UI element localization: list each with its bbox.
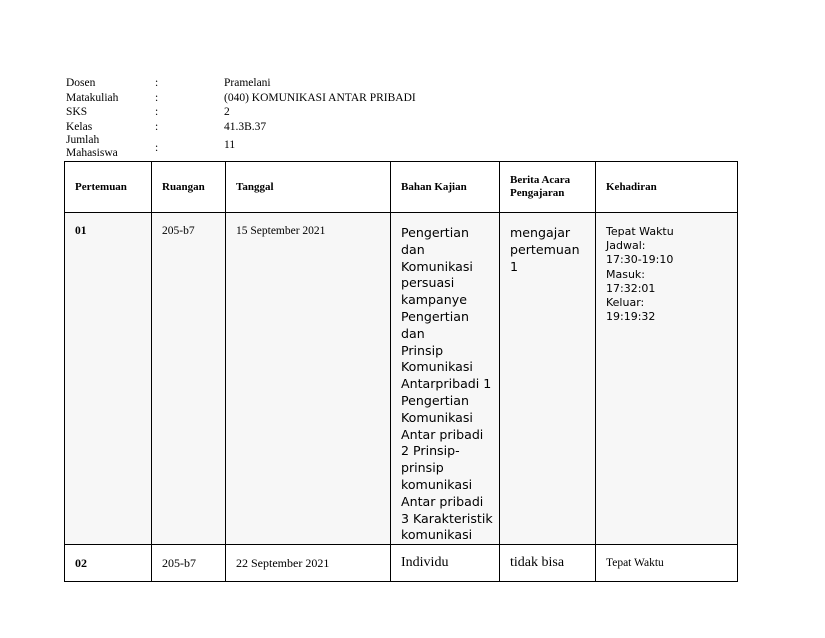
cell-berita-acara: tidak bisa [500, 545, 596, 582]
info-separator: : [155, 77, 159, 89]
info-value-dosen: Pramelani [224, 77, 271, 89]
cell-pertemuan: 01 [65, 213, 152, 545]
info-row-kelas [66, 120, 766, 135]
info-row-matakuliah [66, 91, 766, 106]
info-label: Jumlah Mahasiswa [66, 134, 118, 159]
cell-bahan-kajian: Pengertian dan Komunikasi persuasi kampanye Pengertian dan Prinsip Komunikasi Antarpribadi 1 Pengertian Komunikasi Antar pribadi 2 Prinsip- prinsip komunikasi Antar pribadi 3 Karakteristik komunikasi [391, 213, 500, 545]
cell-ruangan: 205-b7 [152, 213, 226, 545]
column-header-pertemuan: Pertemuan [65, 162, 152, 213]
column-header-tanggal: Tanggal [226, 162, 391, 213]
info-separator: : [155, 142, 159, 154]
column-header-kehadiran: Kehadiran [596, 162, 738, 213]
course-info [66, 76, 766, 160]
cell-kehadiran: Tepat Waktu [596, 545, 738, 582]
table-row [65, 213, 738, 545]
cell-berita-acara: mengajar pertemuan 1 [500, 213, 596, 545]
info-value-kelas: 41.3B.37 [224, 120, 267, 133]
attendance-table [64, 161, 738, 582]
info-label: Kelas [66, 120, 93, 133]
cell-bahan-kajian: Individu [391, 545, 500, 582]
info-value-matakuliah: (040) KOMUNIKASI ANTAR PRIBADI [224, 91, 416, 104]
info-label: SKS [66, 106, 88, 118]
column-header-berita-acara: Berita Acara Pengajaran [500, 162, 596, 213]
info-separator: : [155, 91, 159, 104]
info-label: Matakuliah [66, 91, 119, 104]
cell-tanggal: 22 September 2021 [226, 545, 391, 582]
info-separator: : [155, 106, 159, 118]
cell-kehadiran: Tepat Waktu Jadwal: 17:30-19:10 Masuk: 17:32:01 Keluar: 19:19:32 [596, 213, 738, 545]
info-value-sks: 2 [224, 106, 230, 118]
info-row-sks [66, 105, 766, 120]
table-row [65, 545, 738, 582]
column-header-ruangan: Ruangan [152, 162, 226, 213]
cell-ruangan: 205-b7 [152, 545, 226, 582]
table-header-row [65, 162, 738, 213]
info-label: Dosen [66, 77, 96, 89]
info-separator: : [155, 120, 159, 133]
info-value-jumlah: 11 [224, 139, 236, 151]
info-row-jumlah [66, 134, 766, 160]
info-row-dosen [66, 76, 766, 91]
cell-pertemuan: 02 [65, 545, 152, 582]
cell-tanggal: 15 September 2021 [226, 213, 391, 545]
column-header-bahan-kajian: Bahan Kajian [391, 162, 500, 213]
